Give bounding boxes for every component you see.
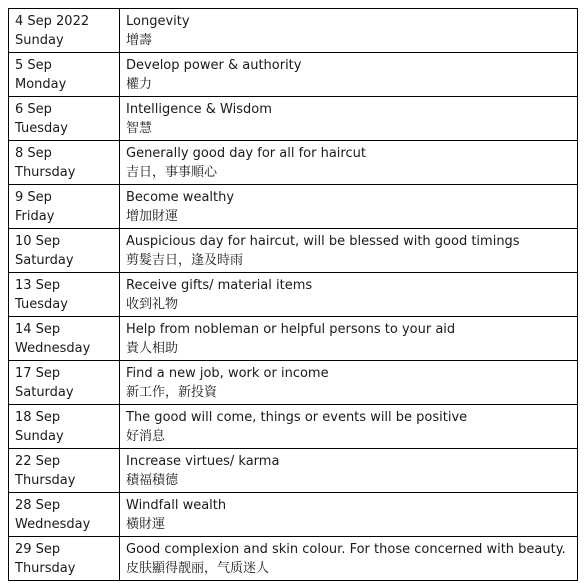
meaning-en: Intelligence & Wisdom: [126, 102, 272, 117]
weekday: Thursday: [15, 165, 76, 180]
weekday: Wednesday: [15, 517, 91, 532]
table-row: [9, 317, 578, 361]
weekday: Sunday: [15, 33, 64, 48]
meaning-en: Develop power & authority: [126, 58, 302, 73]
meaning-cell: [120, 405, 578, 449]
meaning-en: Find a new job, work or income: [126, 366, 329, 381]
date: 8 Sep: [15, 146, 52, 161]
meaning-zh: 智慧: [126, 121, 153, 136]
date-cell: [9, 185, 120, 229]
weekday: Monday: [15, 77, 67, 92]
meaning-en: Auspicious day for haircut, will be blessed with good timings: [126, 234, 520, 249]
meaning-en: Receive gifts/ material items: [126, 278, 313, 293]
meaning-cell: [120, 493, 578, 537]
meaning-en: Help from nobleman or helpful persons to your aid: [126, 322, 456, 337]
date: 28 Sep: [15, 498, 61, 513]
date-cell: [9, 405, 120, 449]
date: 13 Sep: [15, 278, 61, 293]
meaning-zh: 好消息: [126, 429, 166, 444]
table-row: [9, 361, 578, 405]
meaning-en: Windfall wealth: [126, 498, 227, 513]
table-row: [9, 493, 578, 537]
table-row: [9, 449, 578, 493]
meaning-zh: 剪髮吉日，逢及時雨: [126, 253, 244, 268]
weekday: Thursday: [15, 473, 76, 488]
date-cell: [9, 97, 120, 141]
date: 18 Sep: [15, 410, 61, 425]
date: 14 Sep: [15, 322, 61, 337]
meaning-zh: 皮肤顯得靓丽，气质迷人: [126, 561, 270, 576]
meaning-cell: [120, 53, 578, 97]
meaning-en: Increase virtues/ karma: [126, 454, 280, 469]
date-cell: [9, 317, 120, 361]
date: 9 Sep: [15, 190, 52, 205]
meaning-cell: [120, 97, 578, 141]
date: 4 Sep 2022: [15, 14, 90, 29]
meaning-zh: 吉日，事事順心: [126, 165, 218, 180]
date: 10 Sep: [15, 234, 61, 249]
table-row: [9, 53, 578, 97]
date-cell: [9, 493, 120, 537]
table-row: [9, 9, 578, 53]
date-cell: [9, 229, 120, 273]
meaning-zh: 增壽: [126, 33, 153, 48]
meaning-zh: 新工作，新投資: [126, 385, 218, 400]
meaning-cell: [120, 9, 578, 53]
date-cell: [9, 9, 120, 53]
weekday: Friday: [15, 209, 55, 224]
date: 29 Sep: [15, 542, 61, 557]
weekday: Tuesday: [15, 121, 68, 136]
meaning-zh: 積福積德: [126, 473, 179, 488]
weekday: Saturday: [15, 253, 74, 268]
meaning-zh: 權力: [126, 77, 153, 92]
meaning-en: Longevity: [126, 14, 190, 29]
haircut-calendar-table: [8, 8, 578, 581]
meaning-en: Good complexion and skin colour. For those concerned with beauty.: [126, 542, 566, 557]
meaning-cell: [120, 449, 578, 493]
meaning-cell: [120, 185, 578, 229]
meaning-zh: 收到礼物: [126, 297, 179, 312]
meaning-cell: [120, 141, 578, 185]
table-row: [9, 185, 578, 229]
table-row: [9, 141, 578, 185]
meaning-en: Generally good day for all for haircut: [126, 146, 366, 161]
meaning-cell: [120, 537, 578, 581]
date-cell: [9, 449, 120, 493]
meaning-en: Become wealthy: [126, 190, 235, 205]
date: 5 Sep: [15, 58, 52, 73]
meaning-zh: 橫財運: [126, 517, 166, 532]
weekday: Wednesday: [15, 341, 91, 356]
table-row: [9, 229, 578, 273]
date-cell: [9, 141, 120, 185]
table-row: [9, 537, 578, 581]
date-cell: [9, 361, 120, 405]
date: 22 Sep: [15, 454, 61, 469]
date: 17 Sep: [15, 366, 61, 381]
date-cell: [9, 273, 120, 317]
weekday: Thursday: [15, 561, 76, 576]
date: 6 Sep: [15, 102, 52, 117]
weekday: Sunday: [15, 429, 64, 444]
table-row: [9, 97, 578, 141]
meaning-cell: [120, 273, 578, 317]
weekday: Saturday: [15, 385, 74, 400]
table-row: [9, 273, 578, 317]
date-cell: [9, 53, 120, 97]
meaning-cell: [120, 229, 578, 273]
meaning-en: The good will come, things or events will be positive: [126, 410, 468, 425]
weekday: Tuesday: [15, 297, 68, 312]
meaning-zh: 貴人相助: [126, 341, 179, 356]
meaning-cell: [120, 361, 578, 405]
meaning-cell: [120, 317, 578, 361]
table-row: [9, 405, 578, 449]
date-cell: [9, 537, 120, 581]
meaning-zh: 增加財運: [126, 209, 179, 224]
